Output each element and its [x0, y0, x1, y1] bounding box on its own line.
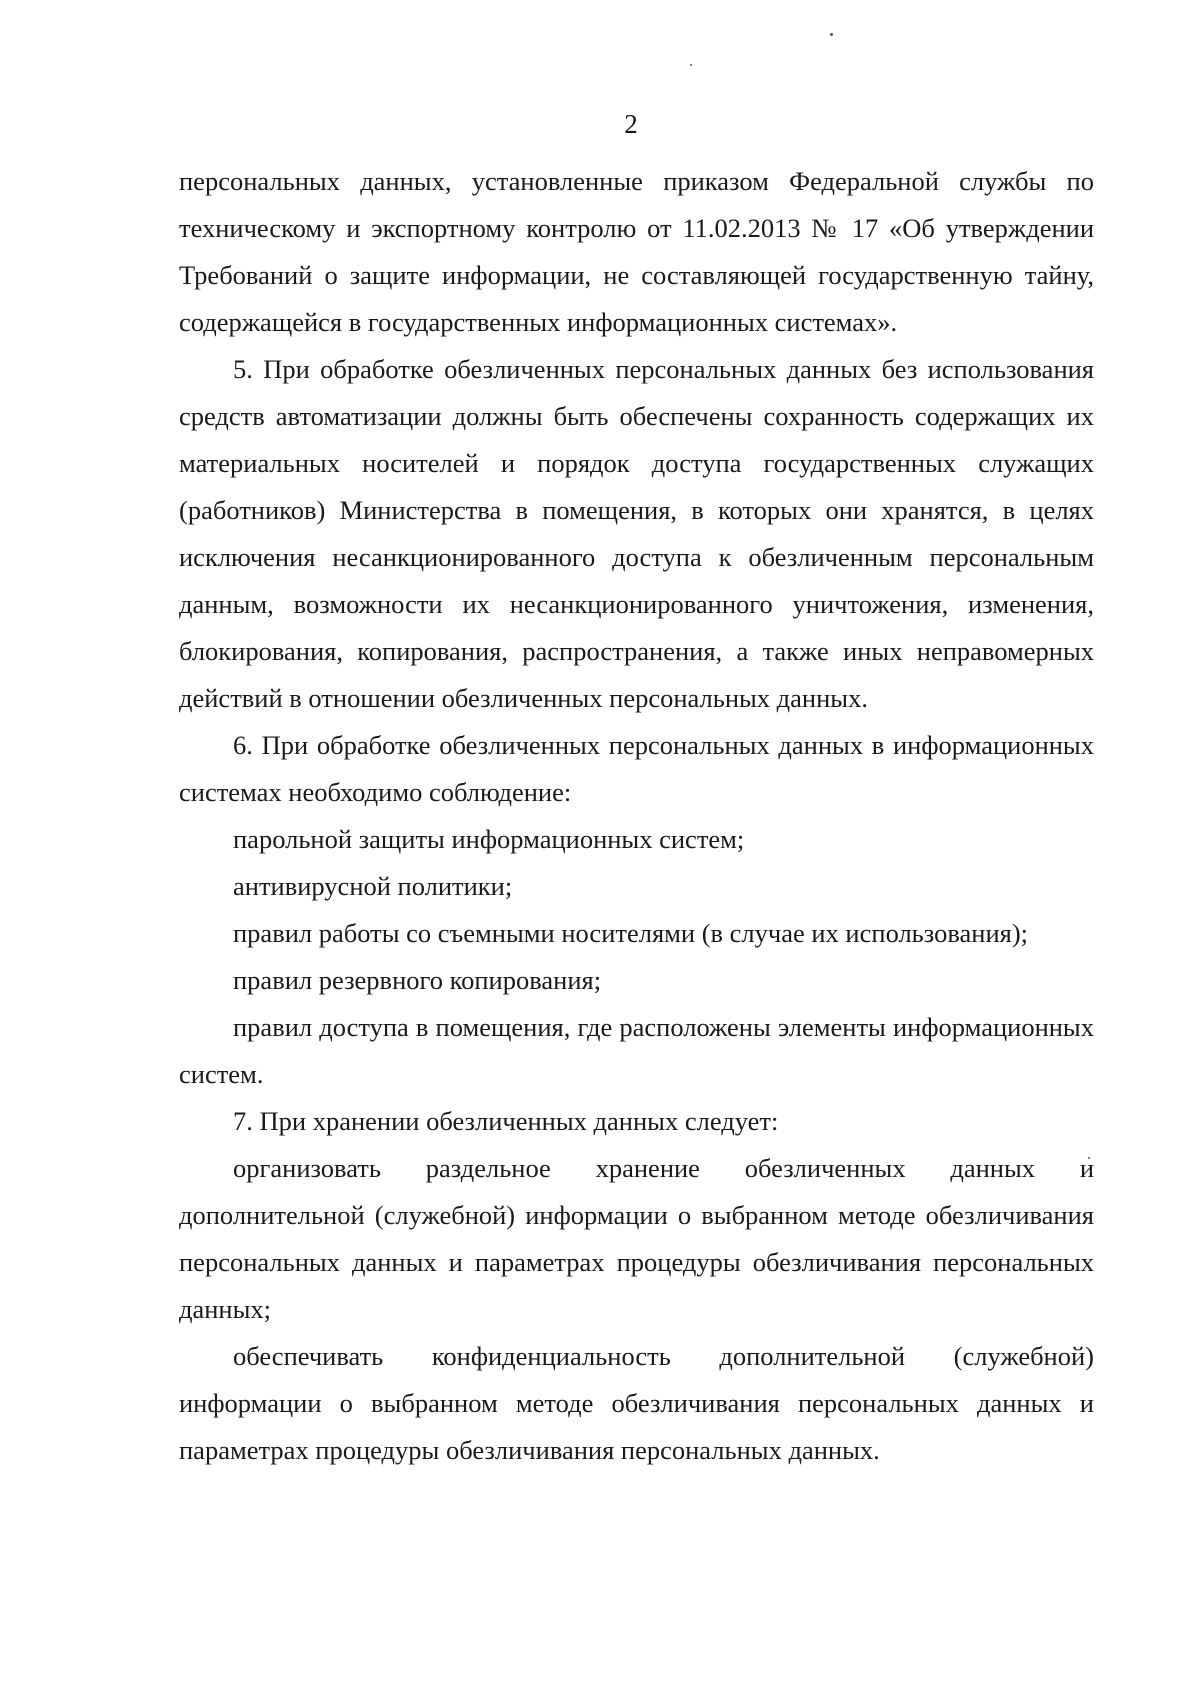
scan-speck — [830, 33, 833, 36]
paragraph-6-item: правил резервного копирования; — [233, 965, 602, 995]
paragraph-7: 7. При хранении обезличенных данных следует: — [233, 1106, 779, 1136]
paragraph-5: 5. При обработке обезличенных персональных данных без использования средств автоматизации должны быть обеспечены сохранность содержащих их материальных носителей и порядок доступа государственных служащих (работников) Министерства в помещения, в которых они хранятся, в целях исключения несанкционированного доступа к обезличенным персональным данным, возможности их несанкционированного уничтожения, изменения, блокирования, копирования, распространения, а также иных неправомерных действий в отношении обезличенных персональных данных. — [179, 354, 1094, 713]
paragraph-6-item: антивирусной политики; — [233, 871, 513, 901]
paragraph-6-item: парольной защиты информационных систем; — [233, 824, 745, 854]
paragraph-continuation: персональных данных, установленные приказом Федеральной службы по техническому и экспортному контролю от 11.02.2013 № 17 «Об утверждении Требований о защите информации, не составляющей государственную тайну, содержащейся в государственных информационных системах». — [179, 166, 1094, 337]
paragraph-6-item: правил доступа в помещения, где расположены элементы информационных систем. — [179, 1012, 1094, 1089]
paragraph-7-item: обеспечивать конфиденциальность дополнительной (служебной) информации о выбранном методе обезличивания персональных данных и параметрах процедуры обезличивания персональных данных. — [179, 1341, 1094, 1465]
paragraph-7-item: организовать раздельное хранение обезличенных данных и дополнительной (служебной) информации о выбранном методе обезличивания персональных данных и параметрах процедуры обезличивания персональных данных; — [179, 1153, 1094, 1324]
page-number: 2 — [624, 109, 638, 139]
scan-speck — [690, 64, 692, 66]
document-body — [179, 158, 1094, 1474]
paragraph-6: 6. При обработке обезличенных персональных данных в информационных системах необходимо соблюдение: — [179, 730, 1094, 807]
paragraph-6-item: правил работы со съемными носителями (в случае их использования); — [233, 918, 1028, 948]
